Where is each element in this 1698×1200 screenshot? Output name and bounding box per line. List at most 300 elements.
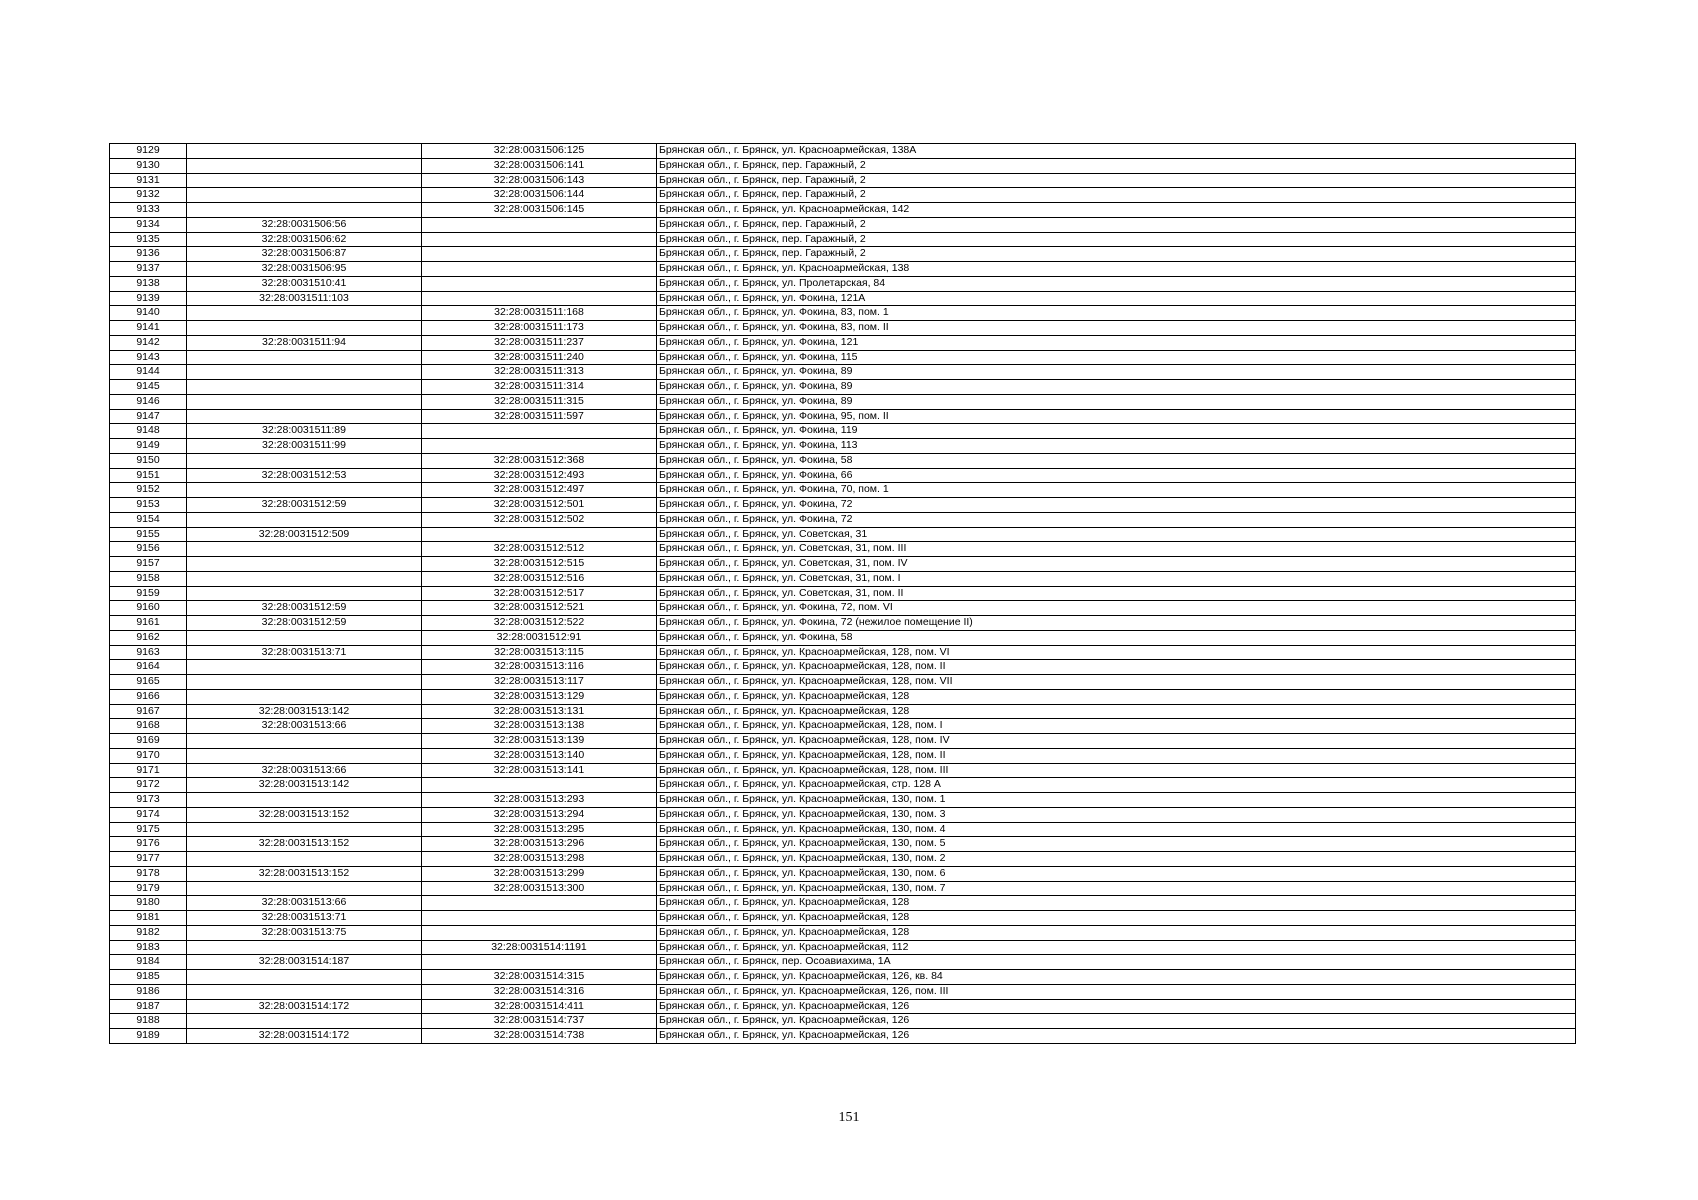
address-cell: Брянская обл., г. Брянск, пер. Осоавиахима, 1А <box>657 955 1576 970</box>
table-row <box>110 675 1576 690</box>
row-number-cell: 9182 <box>110 925 187 940</box>
land-cadastral-number-cell: 32:28:0031511:89 <box>187 424 422 439</box>
land-cadastral-number-cell: 32:28:0031511:99 <box>187 439 422 454</box>
table-row <box>110 719 1576 734</box>
object-cadastral-number-cell: 32:28:0031512:501 <box>422 498 657 513</box>
row-number-cell: 9142 <box>110 335 187 350</box>
row-number-cell: 9160 <box>110 601 187 616</box>
address-cell: Брянская обл., г. Брянск, пер. Гаражный, 2 <box>657 217 1576 232</box>
land-cadastral-number-cell <box>187 306 422 321</box>
object-cadastral-number-cell: 32:28:0031513:139 <box>422 734 657 749</box>
object-cadastral-number-cell: 32:28:0031511:240 <box>422 350 657 365</box>
land-cadastral-number-cell <box>187 675 422 690</box>
object-cadastral-number-cell: 32:28:0031511:315 <box>422 394 657 409</box>
land-cadastral-number-cell <box>187 689 422 704</box>
address-cell: Брянская обл., г. Брянск, ул. Красноармейская, 128, пом. VI <box>657 645 1576 660</box>
address-cell: Брянская обл., г. Брянск, ул. Фокина, 121А <box>657 291 1576 306</box>
object-cadastral-number-cell: 32:28:0031511:168 <box>422 306 657 321</box>
land-cadastral-number-cell <box>187 203 422 218</box>
land-cadastral-number-cell: 32:28:0031513:152 <box>187 837 422 852</box>
table-row <box>110 955 1576 970</box>
table-row <box>110 321 1576 336</box>
object-cadastral-number-cell: 32:28:0031513:129 <box>422 689 657 704</box>
row-number-cell: 9143 <box>110 350 187 365</box>
land-cadastral-number-cell <box>187 1014 422 1029</box>
table-row <box>110 984 1576 999</box>
address-cell: Брянская обл., г. Брянск, ул. Пролетарская, 84 <box>657 276 1576 291</box>
address-cell: Брянская обл., г. Брянск, ул. Красноармейская, 112 <box>657 940 1576 955</box>
address-cell: Брянская обл., г. Брянск, ул. Советская, 31, пом. IV <box>657 557 1576 572</box>
table-row <box>110 970 1576 985</box>
table-row <box>110 365 1576 380</box>
land-cadastral-number-cell <box>187 852 422 867</box>
land-cadastral-number-cell: 32:28:0031506:56 <box>187 217 422 232</box>
land-cadastral-number-cell: 32:28:0031510:41 <box>187 276 422 291</box>
address-cell: Брянская обл., г. Брянск, ул. Фокина, 121 <box>657 335 1576 350</box>
land-cadastral-number-cell <box>187 793 422 808</box>
address-cell: Брянская обл., г. Брянск, ул. Красноармейская, 142 <box>657 203 1576 218</box>
land-cadastral-number-cell <box>187 453 422 468</box>
address-cell: Брянская обл., г. Брянск, ул. Красноармейская, 130, пом. 1 <box>657 793 1576 808</box>
row-number-cell: 9131 <box>110 173 187 188</box>
land-cadastral-number-cell: 32:28:0031513:71 <box>187 645 422 660</box>
table-row <box>110 409 1576 424</box>
table-row <box>110 645 1576 660</box>
address-cell: Брянская обл., г. Брянск, ул. Красноармейская, 130, пом. 3 <box>657 807 1576 822</box>
row-number-cell: 9159 <box>110 586 187 601</box>
object-cadastral-number-cell: 32:28:0031514:315 <box>422 970 657 985</box>
address-cell: Брянская обл., г. Брянск, ул. Советская, 31, пом. II <box>657 586 1576 601</box>
row-number-cell: 9163 <box>110 645 187 660</box>
row-number-cell: 9172 <box>110 778 187 793</box>
land-cadastral-number-cell <box>187 970 422 985</box>
row-number-cell: 9175 <box>110 822 187 837</box>
table-row <box>110 468 1576 483</box>
row-number-cell: 9165 <box>110 675 187 690</box>
object-cadastral-number-cell: 32:28:0031512:493 <box>422 468 657 483</box>
land-cadastral-number-cell: 32:28:0031506:62 <box>187 232 422 247</box>
object-cadastral-number-cell <box>422 896 657 911</box>
table-row <box>110 748 1576 763</box>
table-row <box>110 999 1576 1014</box>
land-cadastral-number-cell <box>187 173 422 188</box>
address-cell: Брянская обл., г. Брянск, ул. Красноармейская, 130, пом. 7 <box>657 881 1576 896</box>
row-number-cell: 9168 <box>110 719 187 734</box>
table-row <box>110 276 1576 291</box>
address-cell: Брянская обл., г. Брянск, ул. Фокина, 83, пом. 1 <box>657 306 1576 321</box>
row-number-cell: 9174 <box>110 807 187 822</box>
land-cadastral-number-cell: 32:28:0031513:152 <box>187 807 422 822</box>
address-cell: Брянская обл., г. Брянск, ул. Красноармейская, 126 <box>657 999 1576 1014</box>
object-cadastral-number-cell: 32:28:0031506:141 <box>422 158 657 173</box>
table-row <box>110 158 1576 173</box>
table-row <box>110 335 1576 350</box>
row-number-cell: 9137 <box>110 262 187 277</box>
row-number-cell: 9189 <box>110 1029 187 1044</box>
registry-table-body <box>110 144 1576 1044</box>
row-number-cell: 9144 <box>110 365 187 380</box>
object-cadastral-number-cell <box>422 217 657 232</box>
row-number-cell: 9154 <box>110 512 187 527</box>
row-number-cell: 9139 <box>110 291 187 306</box>
address-cell: Брянская обл., г. Брянск, пер. Гаражный, 2 <box>657 232 1576 247</box>
land-cadastral-number-cell <box>187 940 422 955</box>
land-cadastral-number-cell <box>187 321 422 336</box>
address-cell: Брянская обл., г. Брянск, ул. Фокина, 66 <box>657 468 1576 483</box>
address-cell: Брянская обл., г. Брянск, пер. Гаражный, 2 <box>657 173 1576 188</box>
object-cadastral-number-cell: 32:28:0031512:497 <box>422 483 657 498</box>
address-cell: Брянская обл., г. Брянск, ул. Красноармейская, 128, пом. II <box>657 660 1576 675</box>
table-row <box>110 689 1576 704</box>
address-cell: Брянская обл., г. Брянск, ул. Фокина, 72 <box>657 512 1576 527</box>
address-cell: Брянская обл., г. Брянск, ул. Красноармейская, 126 <box>657 1029 1576 1044</box>
address-cell: Брянская обл., г. Брянск, ул. Красноармейская, 128, пом. II <box>657 748 1576 763</box>
land-cadastral-number-cell <box>187 984 422 999</box>
object-cadastral-number-cell: 32:28:0031512:517 <box>422 586 657 601</box>
row-number-cell: 9166 <box>110 689 187 704</box>
address-cell: Брянская обл., г. Брянск, ул. Красноармейская, 128, пом. I <box>657 719 1576 734</box>
object-cadastral-number-cell <box>422 527 657 542</box>
object-cadastral-number-cell: 32:28:0031512:516 <box>422 571 657 586</box>
land-cadastral-number-cell: 32:28:0031514:172 <box>187 1029 422 1044</box>
address-cell: Брянская обл., г. Брянск, ул. Фокина, 89 <box>657 380 1576 395</box>
land-cadastral-number-cell <box>187 380 422 395</box>
object-cadastral-number-cell: 32:28:0031513:116 <box>422 660 657 675</box>
row-number-cell: 9147 <box>110 409 187 424</box>
table-row <box>110 763 1576 778</box>
object-cadastral-number-cell: 32:28:0031506:143 <box>422 173 657 188</box>
table-row <box>110 807 1576 822</box>
object-cadastral-number-cell: 32:28:0031511:314 <box>422 380 657 395</box>
row-number-cell: 9157 <box>110 557 187 572</box>
address-cell: Брянская обл., г. Брянск, ул. Фокина, 115 <box>657 350 1576 365</box>
land-cadastral-number-cell: 32:28:0031511:103 <box>187 291 422 306</box>
address-cell: Брянская обл., г. Брянск, ул. Красноармейская, 130, пом. 5 <box>657 837 1576 852</box>
object-cadastral-number-cell: 32:28:0031512:522 <box>422 616 657 631</box>
land-cadastral-number-cell <box>187 350 422 365</box>
object-cadastral-number-cell <box>422 262 657 277</box>
object-cadastral-number-cell <box>422 778 657 793</box>
table-row <box>110 601 1576 616</box>
land-cadastral-number-cell: 32:28:0031506:95 <box>187 262 422 277</box>
row-number-cell: 9130 <box>110 158 187 173</box>
land-cadastral-number-cell <box>187 630 422 645</box>
row-number-cell: 9179 <box>110 881 187 896</box>
table-row <box>110 616 1576 631</box>
object-cadastral-number-cell: 32:28:0031514:1191 <box>422 940 657 955</box>
land-cadastral-number-cell: 32:28:0031506:87 <box>187 247 422 262</box>
address-cell: Брянская обл., г. Брянск, ул. Красноармейская, 126 <box>657 1014 1576 1029</box>
address-cell: Брянская обл., г. Брянск, ул. Советская, 31, пом. III <box>657 542 1576 557</box>
land-cadastral-number-cell: 32:28:0031513:66 <box>187 719 422 734</box>
object-cadastral-number-cell: 32:28:0031513:138 <box>422 719 657 734</box>
table-row <box>110 380 1576 395</box>
table-row <box>110 232 1576 247</box>
object-cadastral-number-cell: 32:28:0031513:296 <box>422 837 657 852</box>
table-row <box>110 778 1576 793</box>
table-row <box>110 203 1576 218</box>
object-cadastral-number-cell <box>422 925 657 940</box>
address-cell: Брянская обл., г. Брянск, ул. Красноармейская, 128, пом. IV <box>657 734 1576 749</box>
row-number-cell: 9149 <box>110 439 187 454</box>
table-row <box>110 881 1576 896</box>
table-row <box>110 453 1576 468</box>
land-cadastral-number-cell <box>187 365 422 380</box>
row-number-cell: 9140 <box>110 306 187 321</box>
row-number-cell: 9170 <box>110 748 187 763</box>
row-number-cell: 9185 <box>110 970 187 985</box>
address-cell: Брянская обл., г. Брянск, ул. Красноармейская, 130, пом. 4 <box>657 822 1576 837</box>
land-cadastral-number-cell <box>187 571 422 586</box>
row-number-cell: 9145 <box>110 380 187 395</box>
object-cadastral-number-cell: 32:28:0031513:294 <box>422 807 657 822</box>
table-row <box>110 144 1576 159</box>
object-cadastral-number-cell: 32:28:0031512:368 <box>422 453 657 468</box>
address-cell: Брянская обл., г. Брянск, ул. Фокина, 83, пом. II <box>657 321 1576 336</box>
table-row <box>110 1029 1576 1044</box>
object-cadastral-number-cell: 32:28:0031512:502 <box>422 512 657 527</box>
land-cadastral-number-cell: 32:28:0031513:142 <box>187 704 422 719</box>
land-cadastral-number-cell: 32:28:0031514:172 <box>187 999 422 1014</box>
row-number-cell: 9151 <box>110 468 187 483</box>
address-cell: Брянская обл., г. Брянск, ул. Красноармейская, 128 <box>657 896 1576 911</box>
table-row <box>110 173 1576 188</box>
land-cadastral-number-cell <box>187 512 422 527</box>
land-cadastral-number-cell: 32:28:0031513:142 <box>187 778 422 793</box>
table-row <box>110 925 1576 940</box>
address-cell: Брянская обл., г. Брянск, пер. Гаражный, 2 <box>657 158 1576 173</box>
row-number-cell: 9162 <box>110 630 187 645</box>
address-cell: Брянская обл., г. Брянск, ул. Красноармейская, 130, пом. 6 <box>657 866 1576 881</box>
table-row <box>110 852 1576 867</box>
address-cell: Брянская обл., г. Брянск, ул. Красноармейская, 130, пом. 2 <box>657 852 1576 867</box>
land-cadastral-number-cell: 32:28:0031512:509 <box>187 527 422 542</box>
row-number-cell: 9132 <box>110 188 187 203</box>
land-cadastral-number-cell: 32:28:0031513:75 <box>187 925 422 940</box>
land-cadastral-number-cell: 32:28:0031511:94 <box>187 335 422 350</box>
table-row <box>110 498 1576 513</box>
table-row <box>110 866 1576 881</box>
address-cell: Брянская обл., г. Брянск, ул. Красноармейская, 128, пом. III <box>657 763 1576 778</box>
row-number-cell: 9133 <box>110 203 187 218</box>
land-cadastral-number-cell <box>187 144 422 159</box>
object-cadastral-number-cell: 32:28:0031506:144 <box>422 188 657 203</box>
object-cadastral-number-cell: 32:28:0031513:131 <box>422 704 657 719</box>
registry-table <box>109 143 1576 1044</box>
table-row <box>110 424 1576 439</box>
land-cadastral-number-cell <box>187 394 422 409</box>
address-cell: Брянская обл., г. Брянск, ул. Фокина, 70, пом. 1 <box>657 483 1576 498</box>
address-cell: Брянская обл., г. Брянск, ул. Красноармейская, 128 <box>657 704 1576 719</box>
address-cell: Брянская обл., г. Брянск, ул. Фокина, 89 <box>657 365 1576 380</box>
row-number-cell: 9153 <box>110 498 187 513</box>
row-number-cell: 9158 <box>110 571 187 586</box>
row-number-cell: 9173 <box>110 793 187 808</box>
land-cadastral-number-cell <box>187 660 422 675</box>
row-number-cell: 9134 <box>110 217 187 232</box>
row-number-cell: 9181 <box>110 911 187 926</box>
address-cell: Брянская обл., г. Брянск, ул. Красноармейская, стр. 128 А <box>657 778 1576 793</box>
row-number-cell: 9155 <box>110 527 187 542</box>
address-cell: Брянская обл., г. Брянск, ул. Красноармейская, 126, пом. III <box>657 984 1576 999</box>
object-cadastral-number-cell: 32:28:0031511:173 <box>422 321 657 336</box>
table-row <box>110 630 1576 645</box>
land-cadastral-number-cell <box>187 542 422 557</box>
object-cadastral-number-cell: 32:28:0031512:521 <box>422 601 657 616</box>
object-cadastral-number-cell <box>422 439 657 454</box>
table-row <box>110 512 1576 527</box>
land-cadastral-number-cell <box>187 188 422 203</box>
table-row <box>110 1014 1576 1029</box>
object-cadastral-number-cell: 32:28:0031512:515 <box>422 557 657 572</box>
row-number-cell: 9171 <box>110 763 187 778</box>
address-cell: Брянская обл., г. Брянск, ул. Красноармейская, 138А <box>657 144 1576 159</box>
address-cell: Брянская обл., г. Брянск, ул. Красноармейская, 128 <box>657 925 1576 940</box>
object-cadastral-number-cell <box>422 911 657 926</box>
row-number-cell: 9177 <box>110 852 187 867</box>
land-cadastral-number-cell: 32:28:0031513:152 <box>187 866 422 881</box>
object-cadastral-number-cell <box>422 291 657 306</box>
object-cadastral-number-cell: 32:28:0031506:125 <box>422 144 657 159</box>
object-cadastral-number-cell: 32:28:0031513:299 <box>422 866 657 881</box>
table-row <box>110 217 1576 232</box>
address-cell: Брянская обл., г. Брянск, пер. Гаражный, 2 <box>657 188 1576 203</box>
address-cell: Брянская обл., г. Брянск, ул. Фокина, 95, пом. II <box>657 409 1576 424</box>
address-cell: Брянская обл., г. Брянск, ул. Фокина, 72, пом. VI <box>657 601 1576 616</box>
row-number-cell: 9180 <box>110 896 187 911</box>
object-cadastral-number-cell <box>422 276 657 291</box>
row-number-cell: 9186 <box>110 984 187 999</box>
row-number-cell: 9146 <box>110 394 187 409</box>
object-cadastral-number-cell: 32:28:0031513:298 <box>422 852 657 867</box>
object-cadastral-number-cell: 32:28:0031513:295 <box>422 822 657 837</box>
row-number-cell: 9184 <box>110 955 187 970</box>
land-cadastral-number-cell: 32:28:0031513:66 <box>187 763 422 778</box>
object-cadastral-number-cell <box>422 247 657 262</box>
land-cadastral-number-cell <box>187 557 422 572</box>
object-cadastral-number-cell <box>422 232 657 247</box>
land-cadastral-number-cell: 32:28:0031512:53 <box>187 468 422 483</box>
row-number-cell: 9183 <box>110 940 187 955</box>
row-number-cell: 9188 <box>110 1014 187 1029</box>
table-row <box>110 542 1576 557</box>
object-cadastral-number-cell: 32:28:0031513:117 <box>422 675 657 690</box>
address-cell: Брянская обл., г. Брянск, ул. Фокина, 89 <box>657 394 1576 409</box>
row-number-cell: 9178 <box>110 866 187 881</box>
land-cadastral-number-cell <box>187 483 422 498</box>
land-cadastral-number-cell <box>187 409 422 424</box>
object-cadastral-number-cell: 32:28:0031514:411 <box>422 999 657 1014</box>
address-cell: Брянская обл., г. Брянск, ул. Красноармейская, 128 <box>657 689 1576 704</box>
table-row <box>110 557 1576 572</box>
table-row <box>110 306 1576 321</box>
object-cadastral-number-cell: 32:28:0031513:300 <box>422 881 657 896</box>
row-number-cell: 9167 <box>110 704 187 719</box>
address-cell: Брянская обл., г. Брянск, ул. Фокина, 58 <box>657 630 1576 645</box>
table-row <box>110 940 1576 955</box>
row-number-cell: 9129 <box>110 144 187 159</box>
land-cadastral-number-cell: 32:28:0031512:59 <box>187 616 422 631</box>
table-row <box>110 262 1576 277</box>
address-cell: Брянская обл., г. Брянск, ул. Фокина, 58 <box>657 453 1576 468</box>
table-row <box>110 704 1576 719</box>
table-row <box>110 911 1576 926</box>
address-cell: Брянская обл., г. Брянск, ул. Фокина, 113 <box>657 439 1576 454</box>
object-cadastral-number-cell <box>422 955 657 970</box>
object-cadastral-number-cell: 32:28:0031513:140 <box>422 748 657 763</box>
land-cadastral-number-cell: 32:28:0031514:187 <box>187 955 422 970</box>
object-cadastral-number-cell: 32:28:0031511:313 <box>422 365 657 380</box>
object-cadastral-number-cell: 32:28:0031514:737 <box>422 1014 657 1029</box>
row-number-cell: 9176 <box>110 837 187 852</box>
land-cadastral-number-cell <box>187 822 422 837</box>
address-cell: Брянская обл., г. Брянск, ул. Красноармейская, 128 <box>657 911 1576 926</box>
row-number-cell: 9152 <box>110 483 187 498</box>
object-cadastral-number-cell: 32:28:0031513:293 <box>422 793 657 808</box>
land-cadastral-number-cell: 32:28:0031513:71 <box>187 911 422 926</box>
address-cell: Брянская обл., г. Брянск, ул. Красноармейская, 128, пом. VII <box>657 675 1576 690</box>
object-cadastral-number-cell: 32:28:0031512:91 <box>422 630 657 645</box>
row-number-cell: 9187 <box>110 999 187 1014</box>
address-cell: Брянская обл., г. Брянск, ул. Советская, 31 <box>657 527 1576 542</box>
address-cell: Брянская обл., г. Брянск, ул. Красноармейская, 126, кв. 84 <box>657 970 1576 985</box>
row-number-cell: 9161 <box>110 616 187 631</box>
land-cadastral-number-cell: 32:28:0031512:59 <box>187 601 422 616</box>
table-row <box>110 291 1576 306</box>
object-cadastral-number-cell: 32:28:0031511:237 <box>422 335 657 350</box>
table-row <box>110 483 1576 498</box>
land-cadastral-number-cell <box>187 734 422 749</box>
land-cadastral-number-cell: 32:28:0031512:59 <box>187 498 422 513</box>
row-number-cell: 9150 <box>110 453 187 468</box>
row-number-cell: 9136 <box>110 247 187 262</box>
row-number-cell: 9135 <box>110 232 187 247</box>
object-cadastral-number-cell <box>422 424 657 439</box>
table-row <box>110 586 1576 601</box>
row-number-cell: 9148 <box>110 424 187 439</box>
land-cadastral-number-cell <box>187 881 422 896</box>
object-cadastral-number-cell: 32:28:0031513:141 <box>422 763 657 778</box>
address-cell: Брянская обл., г. Брянск, ул. Советская, 31, пом. I <box>657 571 1576 586</box>
row-number-cell: 9156 <box>110 542 187 557</box>
table-row <box>110 896 1576 911</box>
row-number-cell: 9164 <box>110 660 187 675</box>
land-cadastral-number-cell <box>187 748 422 763</box>
row-number-cell: 9169 <box>110 734 187 749</box>
table-row <box>110 350 1576 365</box>
table-row <box>110 394 1576 409</box>
land-cadastral-number-cell: 32:28:0031513:66 <box>187 896 422 911</box>
object-cadastral-number-cell: 32:28:0031506:145 <box>422 203 657 218</box>
table-row <box>110 247 1576 262</box>
table-row <box>110 571 1576 586</box>
table-row <box>110 527 1576 542</box>
object-cadastral-number-cell: 32:28:0031511:597 <box>422 409 657 424</box>
table-row <box>110 439 1576 454</box>
table-row <box>110 660 1576 675</box>
object-cadastral-number-cell: 32:28:0031513:115 <box>422 645 657 660</box>
table-row <box>110 793 1576 808</box>
address-cell: Брянская обл., г. Брянск, ул. Красноармейская, 138 <box>657 262 1576 277</box>
object-cadastral-number-cell: 32:28:0031514:316 <box>422 984 657 999</box>
address-cell: Брянская обл., г. Брянск, ул. Фокина, 119 <box>657 424 1576 439</box>
table-row <box>110 822 1576 837</box>
row-number-cell: 9138 <box>110 276 187 291</box>
table-row <box>110 188 1576 203</box>
address-cell: Брянская обл., г. Брянск, пер. Гаражный, 2 <box>657 247 1576 262</box>
table-row <box>110 734 1576 749</box>
row-number-cell: 9141 <box>110 321 187 336</box>
